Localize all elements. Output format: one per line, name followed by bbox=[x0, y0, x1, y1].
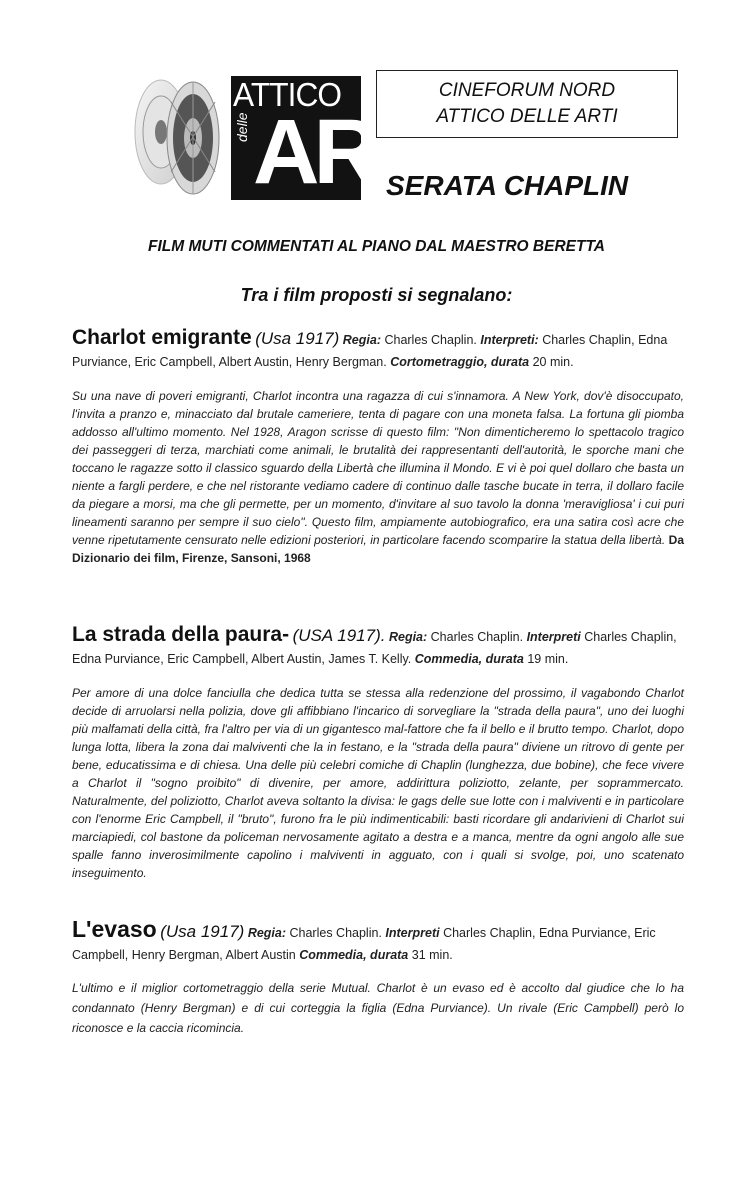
durata-value: 19 min. bbox=[527, 652, 569, 666]
cineforum-line1: CINEFORUM NORD bbox=[438, 80, 616, 101]
film-year: (USA 1917). bbox=[292, 626, 386, 645]
intro-line: Tra i film proposti si segnalano: bbox=[240, 285, 513, 305]
logo-text-arti: ARTI bbox=[253, 101, 444, 203]
film-title: L'evaso bbox=[72, 916, 157, 942]
film-header bbox=[72, 918, 684, 966]
film-synopsis bbox=[72, 387, 684, 567]
synopsis-source: Da Dizionario dei film, Firenze, Sansoni, 1968 bbox=[72, 533, 684, 565]
cineforum-line2: ATTICO DELLE ARTI bbox=[436, 106, 618, 127]
synopsis-text: L'ultimo e il miglior cortometraggio della serie Mutual. Charlot è un evaso ed è accolto dal giudice che lo ha condannato (Henry Bergman) e di cui corteggia la figlia (Edna Purviance). Un rivale (Eric Campbell) però lo riconosce e la caccia ricomincia. bbox=[72, 981, 684, 1035]
film-synopsis bbox=[72, 978, 684, 1038]
film-entry-charlot-emigrante bbox=[72, 327, 684, 567]
film-reel-icon bbox=[131, 72, 227, 202]
durata-value: 20 min. bbox=[532, 355, 574, 369]
attico-delle-arti-logo bbox=[231, 76, 444, 203]
genere-label: Commedia, durata bbox=[299, 948, 409, 962]
synopsis-text: Su una nave di poveri emigranti, Charlot incontra una ragazza di cui s'innamora. A New York, dov'è disoccupato, l'invita a pranzo e, minacciato dal brutale cameriere, tenta di pagare con una moneta falsa. La fortuna gli piomba addosso all'ultimo momento. Nel 1928, Aragon scrisse di questo film: "Non dimenticheremo lo spettacolo tragico dei passeggeri di terza, marchiati come animali, le brutalità dei rappresentanti dell'autorità, le sporche mani che toccano le ragazze sotto il classico sguardo della Libertà che illumina il Mondo. E vi è poi quel dollaro che basta un niente a fargli perdere, e che nel ristorante vediamo cadere di continuo dalle tasche bucate in terra, il dollaro facile da piegare a morsi, ma che gli permette, per un momento, d'invitare al suo tavolo la donna 'meravigliosa' i cui puri lineamenti saranno per sempre il suo cielo". Questo film, ampiamente autobiografico, era una satira così acre che venne ripetutamente censurato nelle edizioni posteriori, in particolare facendo scomparire la statua della libertà. bbox=[72, 389, 684, 547]
interpreti-label: Interpreti: bbox=[480, 333, 539, 347]
interpreti-label: Interpreti bbox=[526, 630, 581, 644]
event-subtitle: FILM MUTI COMMENTATI AL PIANO DAL MAESTRO BERETTA bbox=[148, 238, 605, 255]
cineforum-box bbox=[376, 70, 678, 138]
regia-label: Regia: bbox=[388, 630, 428, 644]
regia-label: Regia: bbox=[247, 926, 287, 940]
film-entry-strada-della-paura bbox=[72, 624, 684, 882]
film-header bbox=[72, 327, 684, 373]
interpreti-value: Charles Chaplin, Edna Purviance, Eric Campbell, Henry Bergman, Albert Austin bbox=[72, 926, 656, 962]
genere-label: Commedia, durata bbox=[414, 652, 524, 666]
film-year: (Usa 1917) bbox=[160, 922, 245, 941]
film-synopsis bbox=[72, 684, 684, 882]
genere-label: Cortometraggio, durata bbox=[390, 355, 530, 369]
regia-value: Charles Chaplin. bbox=[384, 333, 477, 347]
regia-label: Regia: bbox=[342, 333, 381, 347]
film-header bbox=[72, 624, 684, 670]
film-reel-logo bbox=[131, 72, 227, 202]
logo-text-delle: delle bbox=[234, 112, 250, 142]
film-title: La strada della paura- bbox=[72, 623, 290, 646]
interpreti-value: Charles Chaplin, Edna Purviance, Eric Campbell, Albert Austin, Henry Bergman. bbox=[72, 333, 668, 369]
regia-value: Charles Chaplin. bbox=[430, 630, 524, 644]
film-title: Charlot emigrante bbox=[72, 326, 252, 349]
film-year: (Usa 1917) bbox=[255, 329, 340, 348]
film-entry-l-evaso bbox=[72, 918, 684, 1038]
event-title: SERATA CHAPLIN bbox=[386, 170, 629, 201]
synopsis-text: Per amore di una dolce fanciulla che dedica tutta se stessa alla redenzione del prossimo, il vagabondo Charlot decide di arruolarsi nella polizia, dove gli affibbiano l'incarico di sorvegliare la "strada della paura", uno dei luoghi più malfamati della città, fra l'altro per via di un gigantesco mal-fattore che fa il bello e il brutto tempo. Charlot, dopo lunga lotta, libera la zona dai malviventi che la in festano, e la "strada della paura" diviene un ritrovo di gente per bene, educatissima e di chiesa. Una delle più celebri comiche di Chaplin (lunghezza, due bobine), che fece vivere a Charlot il "sogno proibito" di divenire, per amore, addirittura poliziotto, zelante, per soprammercato. Naturalmente, del poliziotto, Charlot aveva soltanto la divisa: le gags delle sue lotte con i malviventi e in particolare con l'enorme Eric Campbell, il "bruto", furono fra le più indimenticabili: basti ricordare gli andarivieni di Charlot sui marciapiedi, col bastone da policeman nervosamente agitato a destra e a manca, mentre da ogni angolo alle sue spalle fanno inverosimilmente capolino i malviventi in agguato, con i quali si svolge, poi, uno scatenato inseguimento. bbox=[72, 686, 684, 880]
logo-text-attico: ATTICO bbox=[233, 76, 342, 113]
interpreti-label: Interpreti bbox=[385, 926, 440, 940]
durata-value: 31 min. bbox=[411, 948, 453, 962]
interpreti-value: Charles Chaplin, Edna Purviance, Eric Campbell, Albert Austin, James T. Kelly. bbox=[72, 630, 677, 666]
regia-value: Charles Chaplin. bbox=[289, 926, 382, 940]
